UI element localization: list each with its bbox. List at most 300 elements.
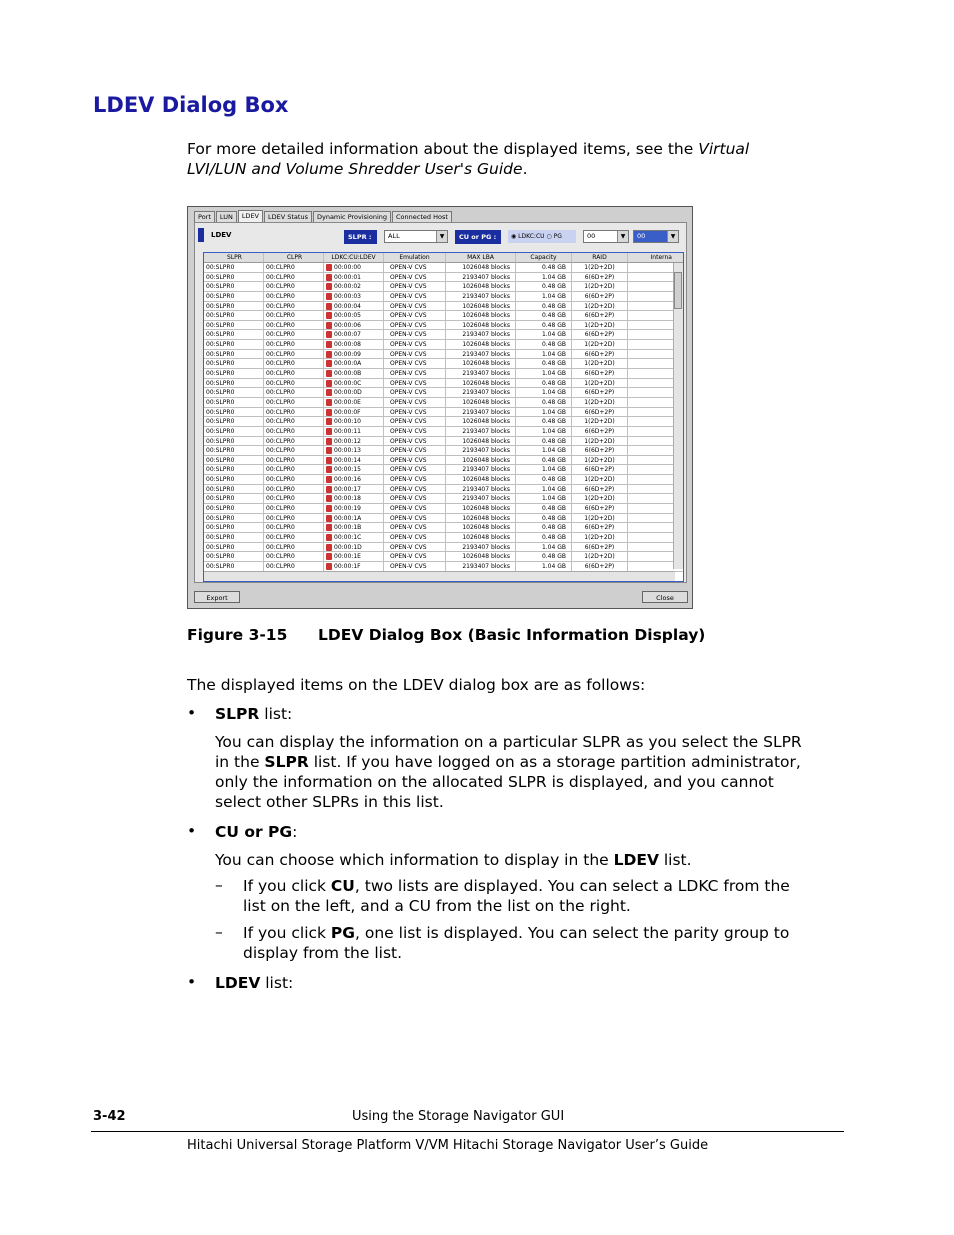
table-cell: 0.48 GB	[516, 359, 572, 369]
table-cell: 00:CLPR0	[264, 523, 324, 533]
table-cell	[324, 552, 384, 562]
table-cell: 2193407 blocks	[446, 273, 516, 283]
table-row[interactable]	[204, 408, 684, 418]
table-cell: 6(6D+2P)	[572, 273, 628, 283]
table-cell: 00:SLPR0	[204, 350, 264, 360]
table-cell: 1026048 blocks	[446, 475, 516, 485]
footer-divider	[91, 1131, 844, 1132]
table-row[interactable]	[204, 446, 684, 456]
table-cell: 1(2D+2D)	[572, 282, 628, 292]
radio-pg-icon[interactable]: ○	[546, 233, 552, 240]
table-row[interactable]	[204, 465, 684, 475]
ldev-volume-icon	[326, 370, 332, 377]
table-cell: 1026048 blocks	[446, 456, 516, 466]
text-line: display from the list.	[243, 944, 403, 962]
text-line: list on the left, and a CU from the list on the right.	[243, 897, 631, 915]
ldev-volume-icon	[326, 515, 332, 522]
table-cell: 00:SLPR0	[204, 465, 264, 475]
ldev-id: 00:00:1C	[334, 533, 362, 541]
intro-end: .	[522, 160, 528, 178]
ldev-volume-icon	[326, 505, 332, 512]
table-cell	[324, 273, 384, 283]
table-cell	[324, 485, 384, 495]
text-line: select other SLPRs in this list.	[215, 793, 444, 811]
table-cell: 1(2D+2D)	[572, 494, 628, 504]
table-row[interactable]	[204, 504, 684, 514]
ldev-volume-icon	[326, 341, 332, 348]
table-cell: 0.48 GB	[516, 552, 572, 562]
horizontal-scrollbar[interactable]	[204, 571, 675, 581]
column-header[interactable]: MAX LBA	[446, 253, 516, 263]
text-line: You can choose which information to display in the	[215, 851, 614, 869]
table-cell: 00:CLPR0	[264, 417, 324, 427]
table-cell: OPEN-V CVS	[384, 359, 446, 369]
table-cell: 1(2D+2D)	[572, 514, 628, 524]
table-cell: 6(6D+2P)	[572, 523, 628, 533]
bullet-ldev	[215, 973, 293, 993]
table-cell: 1026048 blocks	[446, 398, 516, 408]
column-header[interactable]: Capacity	[516, 253, 572, 263]
tab-connected-host[interactable]: Connected Host	[392, 211, 452, 223]
slpr-select-value: ALL	[388, 232, 400, 240]
table-cell	[324, 388, 384, 398]
table-cell: OPEN-V CVS	[384, 446, 446, 456]
chevron-down-icon: ▼	[667, 231, 678, 242]
table-cell: OPEN-V CVS	[384, 552, 446, 562]
column-header[interactable]: Emulation	[384, 253, 446, 263]
table-row[interactable]	[204, 523, 684, 533]
table-cell: 1(2D+2D)	[572, 437, 628, 447]
table-cell	[324, 350, 384, 360]
table-cell: 1026048 blocks	[446, 321, 516, 331]
table-cell: 00:SLPR0	[204, 408, 264, 418]
table-cell: OPEN-V CVS	[384, 302, 446, 312]
ldev-volume-icon	[326, 389, 332, 396]
table-cell: 1.04 GB	[516, 292, 572, 302]
table-cell	[324, 417, 384, 427]
table-row[interactable]	[204, 321, 684, 331]
cu-pg-description	[215, 850, 692, 870]
column-header[interactable]: Interna	[628, 253, 684, 263]
table-cell: 1(2D+2D)	[572, 263, 628, 273]
table-cell: 00:CLPR0	[264, 311, 324, 321]
table-cell: 00:CLPR0	[264, 263, 324, 273]
table-cell: 1026048 blocks	[446, 504, 516, 514]
guide-reference: Virtual LVI/LUN and Volume Shredder User's Guide	[187, 140, 750, 178]
table-cell: 00:CLPR0	[264, 485, 324, 495]
table-cell	[324, 562, 384, 572]
ldev-volume-icon	[326, 322, 332, 329]
table-row[interactable]	[204, 427, 684, 437]
panel-title: LDEV	[211, 231, 232, 239]
table-cell	[324, 311, 384, 321]
ldev-id: 00:00:0A	[334, 360, 362, 368]
table-cell	[324, 437, 384, 447]
table-row[interactable]	[204, 552, 684, 562]
table-cell: 00:CLPR0	[264, 446, 324, 456]
table-cell: 00:CLPR0	[264, 456, 324, 466]
table-cell: OPEN-V CVS	[384, 494, 446, 504]
cu-pg-radio-group	[508, 230, 576, 243]
table-cell: 00:CLPR0	[264, 437, 324, 447]
table-cell: 2193407 blocks	[446, 494, 516, 504]
table-row[interactable]	[204, 494, 684, 504]
table-cell: 1.04 GB	[516, 543, 572, 553]
table-cell: 00:CLPR0	[264, 282, 324, 292]
table-cell: 1026048 blocks	[446, 523, 516, 533]
vertical-scrollbar[interactable]	[673, 263, 683, 569]
table-row[interactable]	[204, 475, 684, 485]
table-cell: 1(2D+2D)	[572, 552, 628, 562]
table-cell: OPEN-V CVS	[384, 273, 446, 283]
table-cell: 1(2D+2D)	[572, 533, 628, 543]
table-cell: 1(2D+2D)	[572, 379, 628, 389]
ldev-volume-icon	[326, 418, 332, 425]
table-cell: 00:CLPR0	[264, 302, 324, 312]
panel-marker	[198, 228, 204, 242]
table-cell: OPEN-V CVS	[384, 263, 446, 273]
ldev-id: 00:00:0D	[334, 389, 362, 397]
table-cell: 1(2D+2D)	[572, 340, 628, 350]
table-cell: 2193407 blocks	[446, 292, 516, 302]
text-line: list.	[658, 851, 692, 869]
ldev-volume-icon	[326, 457, 332, 464]
table-cell: 00:SLPR0	[204, 533, 264, 543]
table-cell: 00:SLPR0	[204, 446, 264, 456]
table-row[interactable]	[204, 330, 684, 340]
table-cell: 00:SLPR0	[204, 485, 264, 495]
dash-icon: –	[215, 876, 223, 894]
table-cell: 2193407 blocks	[446, 408, 516, 418]
table-cell: 0.48 GB	[516, 311, 572, 321]
table-cell: 0.48 GB	[516, 523, 572, 533]
table-cell: OPEN-V CVS	[384, 282, 446, 292]
ldev-id: 00:00:13	[334, 447, 361, 455]
table-cell: 6(6D+2P)	[572, 292, 628, 302]
table-cell: 6(6D+2P)	[572, 485, 628, 495]
table-cell: OPEN-V CVS	[384, 456, 446, 466]
table-cell: 2193407 blocks	[446, 350, 516, 360]
table-cell: 1026048 blocks	[446, 437, 516, 447]
ldev-volume-icon	[326, 283, 332, 290]
ldev-id: 00:00:09	[334, 350, 361, 358]
term-slpr: SLPR	[264, 753, 309, 771]
radio-cu-icon[interactable]: ◉	[511, 233, 517, 240]
table-cell	[324, 504, 384, 514]
table-cell: OPEN-V CVS	[384, 533, 446, 543]
table-cell: 1026048 blocks	[446, 302, 516, 312]
ldev-volume-icon	[326, 495, 332, 502]
ldev-id: 00:00:0C	[334, 379, 362, 387]
table-row[interactable]	[204, 543, 684, 553]
close-button[interactable]: Close	[642, 591, 688, 603]
ldev-id: 00:00:15	[334, 466, 361, 474]
ldev-volume-icon	[326, 553, 332, 560]
table-cell: 00:SLPR0	[204, 263, 264, 273]
column-header[interactable]: CLPR	[264, 253, 324, 263]
text-line: only the information on the allocated SLPR is displayed, and you cannot	[215, 773, 774, 791]
table-cell: 1026048 blocks	[446, 552, 516, 562]
table-cell: 00:SLPR0	[204, 340, 264, 350]
table-row[interactable]	[204, 302, 684, 312]
table-cell	[324, 543, 384, 553]
table-cell: OPEN-V CVS	[384, 311, 446, 321]
chevron-down-icon: ▼	[617, 231, 628, 242]
table-row[interactable]	[204, 533, 684, 543]
ldev-id: 00:00:19	[334, 505, 361, 513]
table-cell: 1.04 GB	[516, 465, 572, 475]
ldev-dialog-screenshot	[187, 206, 693, 609]
tab-ldev[interactable]: LDEV	[238, 210, 263, 223]
ldev-volume-icon	[326, 466, 332, 473]
table-cell: OPEN-V CVS	[384, 437, 446, 447]
table-cell: OPEN-V CVS	[384, 417, 446, 427]
table-cell: 0.48 GB	[516, 504, 572, 514]
table-cell: 2193407 blocks	[446, 562, 516, 572]
table-row[interactable]	[204, 485, 684, 495]
table-row[interactable]	[204, 379, 684, 389]
ldev-id: 00:00:1A	[334, 514, 362, 522]
table-cell	[324, 427, 384, 437]
ldev-volume-icon	[326, 380, 332, 387]
text-line: , two lists are displayed. You can select a LDKC from the	[354, 877, 790, 895]
table-cell: OPEN-V CVS	[384, 465, 446, 475]
text-line: in the	[215, 753, 265, 771]
slpr-description	[215, 732, 855, 812]
ldev-id: 00:00:1F	[334, 562, 361, 570]
table-cell: 1.04 GB	[516, 562, 572, 572]
figure-title: LDEV Dialog Box (Basic Information Display)	[318, 626, 706, 644]
table-cell: 2193407 blocks	[446, 446, 516, 456]
running-head: Using the Storage Navigator GUI	[352, 1109, 565, 1124]
table-cell: 1026048 blocks	[446, 514, 516, 524]
table-row[interactable]	[204, 456, 684, 466]
table-cell: 00:CLPR0	[264, 369, 324, 379]
table-cell: 00:SLPR0	[204, 282, 264, 292]
table-row[interactable]	[204, 398, 684, 408]
table-cell: 00:SLPR0	[204, 437, 264, 447]
table-cell: 2193407 blocks	[446, 465, 516, 475]
table-cell: 00:SLPR0	[204, 292, 264, 302]
table-cell: 1(2D+2D)	[572, 359, 628, 369]
table-cell	[324, 398, 384, 408]
text-line: You can display the information on a particular SLPR as you select the SLPR	[215, 733, 802, 751]
text-line: list. If you have logged on as a storage partition administrator,	[308, 753, 801, 771]
table-row[interactable]	[204, 311, 684, 321]
table-cell: 00:CLPR0	[264, 340, 324, 350]
table-cell: 6(6D+2P)	[572, 504, 628, 514]
table-row[interactable]	[204, 369, 684, 379]
ldev-id: 00:00:04	[334, 302, 361, 310]
table-cell: OPEN-V CVS	[384, 340, 446, 350]
table-cell	[324, 533, 384, 543]
table-row[interactable]	[204, 350, 684, 360]
table-cell: OPEN-V CVS	[384, 408, 446, 418]
bullet-icon: •	[187, 973, 197, 991]
table-row[interactable]	[204, 437, 684, 447]
table-row[interactable]	[204, 388, 684, 398]
table-cell: 1(2D+2D)	[572, 475, 628, 485]
table-cell: 00:CLPR0	[264, 379, 324, 389]
table-cell: 6(6D+2P)	[572, 562, 628, 572]
table-cell	[324, 292, 384, 302]
column-header[interactable]: RAID	[572, 253, 628, 263]
dash-icon: –	[215, 923, 223, 941]
lead-paragraph: The displayed items on the LDEV dialog box are as follows:	[187, 676, 646, 694]
table-cell: 0.48 GB	[516, 417, 572, 427]
page-heading: LDEV Dialog Box	[93, 93, 289, 117]
table-cell: 00:SLPR0	[204, 562, 264, 572]
table-cell: 1(2D+2D)	[572, 302, 628, 312]
table-cell	[324, 475, 384, 485]
table-cell	[324, 379, 384, 389]
table-cell: 00:CLPR0	[264, 552, 324, 562]
table-cell: 2193407 blocks	[446, 485, 516, 495]
radio-cu-label: LDKC:CU	[518, 233, 545, 240]
column-header[interactable]: LDKC:CU:LDEV	[324, 253, 384, 263]
table-cell: 1026048 blocks	[446, 359, 516, 369]
table-cell: 6(6D+2P)	[572, 543, 628, 553]
table-cell: 00:SLPR0	[204, 417, 264, 427]
tab-lun[interactable]: LUN	[216, 211, 237, 223]
table-cell	[324, 359, 384, 369]
table-cell: 00:SLPR0	[204, 523, 264, 533]
table-cell: 6(6D+2P)	[572, 465, 628, 475]
table-cell: 00:SLPR0	[204, 273, 264, 283]
table-cell: 1026048 blocks	[446, 340, 516, 350]
ldev-id: 00:00:10	[334, 418, 361, 426]
scroll-thumb[interactable]	[674, 272, 682, 309]
table-cell: OPEN-V CVS	[384, 504, 446, 514]
table-cell: 0.48 GB	[516, 533, 572, 543]
ldev-volume-icon	[326, 409, 332, 416]
bullet-text: :	[292, 823, 298, 841]
table-cell: OPEN-V CVS	[384, 562, 446, 572]
ldkc-select[interactable]	[583, 230, 629, 243]
table-cell: 0.48 GB	[516, 398, 572, 408]
table-cell: 00:CLPR0	[264, 273, 324, 283]
table-cell: 0.48 GB	[516, 437, 572, 447]
table-cell: 1.04 GB	[516, 369, 572, 379]
table-cell: 00:SLPR0	[204, 543, 264, 553]
ldev-volume-icon	[326, 544, 332, 551]
tab-port[interactable]: Port	[194, 211, 215, 223]
table-row[interactable]	[204, 359, 684, 369]
table-cell: 1.04 GB	[516, 273, 572, 283]
table-cell: 00:SLPR0	[204, 330, 264, 340]
table-row[interactable]	[204, 263, 684, 273]
table-cell: 0.48 GB	[516, 263, 572, 273]
ldev-id: 00:00:17	[334, 485, 361, 493]
table-cell	[324, 340, 384, 350]
table-row[interactable]	[204, 514, 684, 524]
table-header	[204, 253, 684, 263]
table-cell: 0.48 GB	[516, 475, 572, 485]
table-row[interactable]	[204, 292, 684, 302]
ldev-id: 00:00:08	[334, 341, 361, 349]
table-row[interactable]	[204, 340, 684, 350]
table-cell: 2193407 blocks	[446, 427, 516, 437]
ldev-id: 00:00:00	[334, 264, 361, 271]
table-cell: 2193407 blocks	[446, 388, 516, 398]
table-cell: 00:SLPR0	[204, 504, 264, 514]
ldev-id: 00:00:18	[334, 495, 361, 503]
ldev-id: 00:00:14	[334, 456, 361, 464]
figure-caption	[187, 626, 705, 644]
ldev-volume-icon	[326, 360, 332, 367]
bullet-icon: •	[187, 822, 197, 840]
table-cell: 00:CLPR0	[264, 514, 324, 524]
table-cell: 6(6D+2P)	[572, 311, 628, 321]
cu-select[interactable]	[633, 230, 679, 243]
table-cell	[324, 456, 384, 466]
table-row[interactable]	[204, 417, 684, 427]
table-cell	[324, 282, 384, 292]
table-cell: OPEN-V CVS	[384, 514, 446, 524]
ldev-volume-icon	[326, 264, 332, 271]
table-cell: OPEN-V CVS	[384, 369, 446, 379]
ldev-volume-icon	[326, 351, 332, 358]
table-cell: 00:CLPR0	[264, 543, 324, 553]
export-button[interactable]: Export	[194, 591, 240, 603]
ldev-table	[203, 252, 684, 582]
ldev-volume-icon	[326, 534, 332, 541]
ldev-id: 00:00:1D	[334, 543, 362, 551]
tab-ldev-status[interactable]: LDEV Status	[264, 211, 312, 223]
table-cell: 00:SLPR0	[204, 427, 264, 437]
tab-dynamic-provisioning[interactable]: Dynamic Provisioning	[313, 211, 391, 223]
table-cell	[324, 465, 384, 475]
table-cell: 00:SLPR0	[204, 311, 264, 321]
table-cell: 1026048 blocks	[446, 311, 516, 321]
table-row[interactable]	[204, 273, 684, 283]
table-cell: OPEN-V CVS	[384, 523, 446, 533]
table-cell: 00:CLPR0	[264, 465, 324, 475]
intro-text: For more detailed information about the displayed items, see the	[187, 140, 699, 158]
table-cell: 00:CLPR0	[264, 292, 324, 302]
ldev-volume-icon	[326, 438, 332, 445]
radio-pg-label: PG	[553, 233, 562, 240]
table-cell: OPEN-V CVS	[384, 321, 446, 331]
table-cell: 00:CLPR0	[264, 359, 324, 369]
table-cell: OPEN-V CVS	[384, 398, 446, 408]
sub-item-pg	[243, 923, 843, 963]
table-cell: 1026048 blocks	[446, 263, 516, 273]
ldev-id: 00:00:12	[334, 437, 361, 445]
column-header[interactable]: SLPR	[204, 253, 264, 263]
ldev-id: 00:00:05	[334, 312, 361, 320]
bullet-icon: •	[187, 704, 197, 722]
ldev-panel	[194, 222, 687, 583]
table-cell: 1(2D+2D)	[572, 321, 628, 331]
table-cell: 2193407 blocks	[446, 330, 516, 340]
table-row[interactable]	[204, 282, 684, 292]
table-cell: 00:SLPR0	[204, 456, 264, 466]
table-cell: 1026048 blocks	[446, 533, 516, 543]
bullet-text: list:	[260, 974, 294, 992]
slpr-select[interactable]	[384, 230, 448, 243]
text-line: If you click	[243, 877, 331, 895]
ldev-volume-icon	[326, 476, 332, 483]
table-cell: 00:CLPR0	[264, 504, 324, 514]
ldev-id: 00:00:01	[334, 273, 361, 281]
table-cell: 00:SLPR0	[204, 398, 264, 408]
table-cell: 1.04 GB	[516, 330, 572, 340]
table-cell: OPEN-V CVS	[384, 485, 446, 495]
table-cell: 6(6D+2P)	[572, 408, 628, 418]
table-cell: 0.48 GB	[516, 282, 572, 292]
table-body	[204, 263, 684, 572]
